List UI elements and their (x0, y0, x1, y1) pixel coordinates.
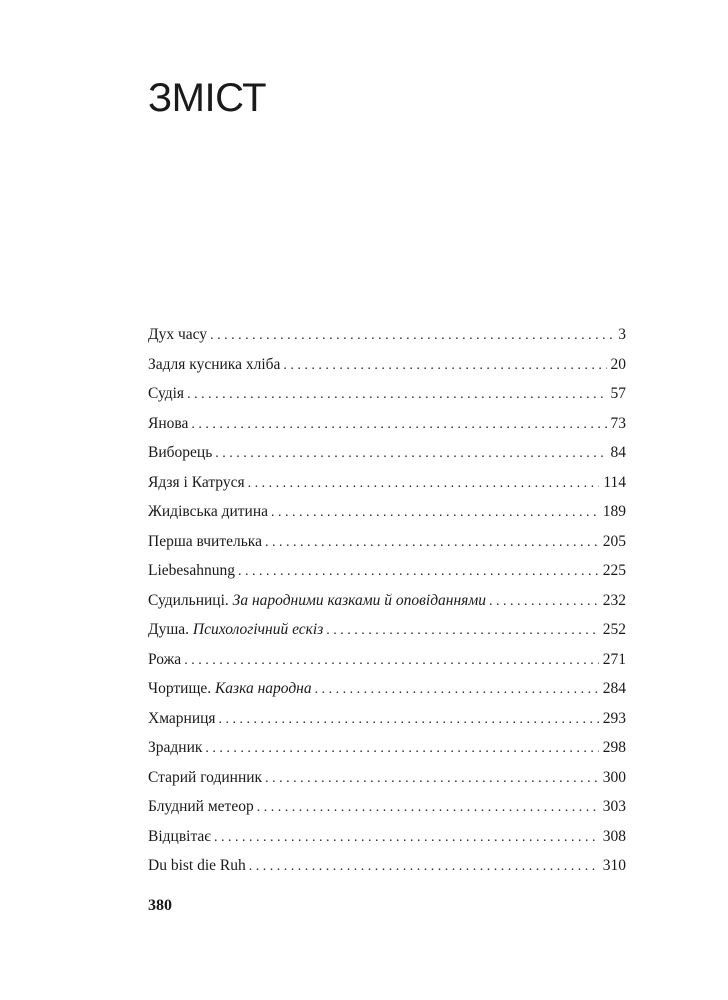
toc-entry-title (148, 350, 283, 380)
toc-entry-page-number: 73 (610, 414, 626, 432)
toc-dot-leader (248, 469, 600, 498)
toc-entry-main-title: Чортище. (148, 680, 212, 697)
toc-dot-leader (265, 528, 599, 557)
toc-entry (148, 615, 626, 645)
toc-entry-page-number: 310 (602, 857, 626, 874)
toc-entry-title (148, 379, 187, 409)
toc-entry-page-number: 114 (603, 473, 626, 491)
toc-entry-title (148, 409, 191, 439)
toc-entry-title (148, 320, 210, 350)
toc-entry (148, 733, 626, 763)
toc-entry-title (148, 704, 219, 734)
toc-entry (148, 379, 626, 409)
toc-entry-main-title: Судильниці. (148, 591, 229, 609)
toc-entry-main-title: Задля кусника хліба (148, 355, 281, 373)
toc-dot-leader (257, 793, 599, 822)
toc-dot-leader (489, 587, 599, 616)
toc-entry-main-title: Судія (148, 385, 185, 402)
toc-entry (148, 350, 626, 380)
toc-entry-title (148, 527, 265, 557)
toc-dot-leader (205, 734, 598, 763)
toc-entry (148, 674, 626, 704)
toc-entry-main-title: Рожа (148, 650, 182, 668)
toc-entry (148, 645, 626, 675)
toc-entry (148, 792, 626, 822)
toc-entry-page-number: 232 (602, 591, 626, 609)
toc-entry (148, 320, 626, 350)
toc-entry (148, 497, 626, 527)
toc-entry (148, 468, 626, 498)
toc-entry-title (148, 556, 238, 586)
toc-entry (148, 763, 626, 793)
toc-entry-page-number: 308 (602, 827, 626, 845)
toc-entry-title (148, 822, 214, 852)
toc-entry-title (148, 438, 215, 468)
toc-entry-main-title: Виборець (148, 444, 213, 461)
toc-entry (148, 527, 626, 557)
toc-entry-page-number: 189 (602, 503, 626, 520)
toc-entry-main-title: Блудний метеор (148, 798, 254, 815)
toc-dot-leader (315, 675, 599, 704)
toc-entry-title (148, 615, 326, 645)
toc-entry-title (148, 468, 248, 498)
toc-entry-main-title: Душа. (148, 621, 190, 638)
toc-entry-title (148, 763, 265, 793)
toc-entry (148, 556, 626, 586)
toc-dot-leader (214, 823, 599, 852)
toc-entry-main-title: Старий годинник (148, 768, 263, 786)
toc-entry-main-title: Du bist die Ruh (148, 857, 246, 874)
toc-entry-main-title: Зрадник (148, 739, 203, 756)
toc-entry-main-title: Хмарниця (148, 709, 216, 727)
toc-entry-main-title: Дух часу (148, 326, 208, 343)
toc-entry (148, 586, 626, 616)
toc-entry-title (148, 733, 205, 763)
toc-entry (148, 851, 626, 881)
toc-entry-page-number: 252 (602, 621, 626, 638)
toc-entry-page-number: 271 (602, 650, 626, 668)
toc-entry-page-number: 205 (602, 532, 626, 550)
table-of-contents (148, 320, 626, 881)
toc-entry-page-number: 293 (602, 709, 626, 727)
toc-entry (148, 822, 626, 852)
toc-entry-main-title: Liebesahnung (148, 562, 235, 579)
toc-dot-leader (187, 380, 606, 409)
toc-dot-leader (238, 557, 599, 586)
toc-dot-leader (249, 852, 599, 881)
toc-entry-title (148, 586, 489, 616)
toc-entry-page-number: 303 (602, 798, 626, 815)
toc-entry-main-title: Ядзя і Катруся (148, 473, 245, 491)
toc-dot-leader (265, 764, 599, 793)
toc-entry-page-number: 20 (610, 355, 626, 373)
toc-entry-main-title: Перша вчителька (148, 532, 262, 550)
toc-entry-page-number: 284 (602, 680, 626, 697)
toc-entry-page-number: 57 (610, 385, 626, 402)
toc-dot-leader (191, 410, 606, 439)
toc-entry-page-number: 84 (610, 444, 626, 461)
toc-entry-main-title: Жидівська дитина (148, 503, 269, 520)
toc-dot-leader (184, 646, 599, 675)
toc-entry-title (148, 851, 249, 881)
toc-dot-leader (210, 321, 614, 350)
toc-entry-title (148, 497, 271, 527)
toc-dot-leader (271, 498, 599, 527)
toc-entry-main-title: Відцвітає (148, 827, 211, 845)
toc-entry (148, 438, 626, 468)
toc-dot-leader (326, 616, 599, 645)
toc-entry-page-number: 300 (602, 768, 626, 786)
toc-entry (148, 704, 626, 734)
toc-dot-leader (283, 351, 606, 380)
toc-entry-main-title: Янова (148, 414, 189, 432)
toc-dot-leader (219, 705, 599, 734)
toc-entry-title (148, 645, 184, 675)
toc-entry-subtitle: За народними казками й оповіданнями (232, 591, 487, 609)
toc-dot-leader (215, 439, 606, 468)
toc-entry-page-number: 3 (618, 326, 626, 343)
toc-entry-page-number: 225 (602, 562, 626, 579)
toc-entry-title (148, 792, 257, 822)
page-number: 380 (148, 897, 172, 914)
page-title: ЗМІСТ (148, 76, 267, 120)
toc-entry (148, 409, 626, 439)
toc-entry-subtitle: Казка народна (215, 680, 312, 697)
toc-entry-page-number: 298 (602, 739, 626, 756)
toc-entry-title (148, 674, 315, 704)
toc-entry-subtitle: Психологічний ескіз (192, 621, 324, 638)
